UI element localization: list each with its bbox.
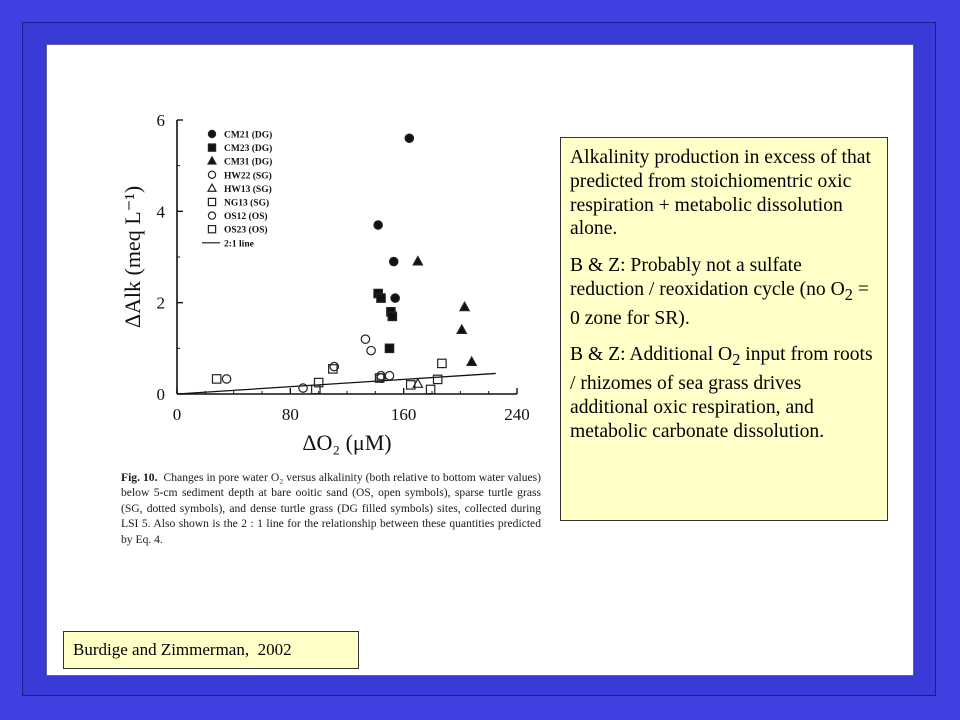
note-box [560,137,888,521]
data-point [390,257,398,265]
x-tick-label: 160 [390,405,417,424]
data-point [388,312,396,320]
note-p2-text-b: = 0 zone for SR). [570,278,869,329]
x-tick-label: 80 [281,405,299,424]
data-point [212,375,220,383]
x-tick-label: 0 [172,405,182,424]
data-point [367,346,375,354]
note-paragraph-2 [570,254,879,330]
x-tick-label: 240 [504,405,530,424]
legend-marker [208,226,215,233]
note-p3-text-a: B & Z: Additional O [570,344,733,366]
note-p3-text-b: input from roots / rhizomes of sea grass drives additional oxic respiration, and metabolic carbonate dissolution. [570,344,873,442]
note-paragraph-1: Alkalinity production in excess of that predicted from stoichiomentric oxic respiration + metabolic dissolution alone. [570,147,871,240]
data-point [457,325,466,333]
data-point [426,385,434,393]
caption-label: Fig. 10. [121,471,158,484]
y-tick-label: 4 [156,202,165,222]
data-point [413,257,422,265]
legend-label: NG13 (SG) [224,198,270,209]
legend-label: CM31 (DG) [224,157,273,168]
scatter-chart [112,100,542,480]
legend-marker [208,130,215,137]
data-point [299,384,307,392]
caption-text: Changes in pore water O₂ versus alkalinity (both relative to bottom water values) below 5-cm sediment depth at bare ooitic sand (OS, open symbols), sparse turtle grass (SG, dotted symbols), and dense turtle grass (DG filled symbols) sites, collected during LSI 5. Also shown is the 2 : 1 line for the relationship between these quantities predicted by Eq. 4. [121,471,542,546]
data-point [377,294,385,302]
legend-marker [208,171,215,178]
y-tick-label: 2 [156,293,165,313]
data-point [460,302,469,310]
y-tick-label: 6 [156,111,165,130]
data-point [385,372,393,380]
data-point [222,375,230,383]
note-p3-subscript: 2 [732,350,741,370]
legend-marker [208,157,216,164]
legend-marker [208,212,215,219]
legend-marker [208,144,215,151]
figure-caption [121,470,541,547]
citation-box: Burdige and Zimmerman, 2002 [63,631,359,669]
legend-label: OS12 (OS) [224,212,268,223]
y-axis-label: ΔAlk (meq L⁻¹) [120,185,145,329]
ratio-line [177,373,496,394]
data-point [391,294,399,302]
x-axis-label: ΔO₂ (μM) [302,430,392,455]
note-p2-subscript: 2 [844,284,853,304]
note-paragraph-3 [570,343,879,443]
data-point [385,344,393,352]
legend-marker [208,198,215,205]
data-point [438,359,446,367]
data-point [374,221,382,229]
legend-label: CM23 (DG) [224,144,273,155]
legend-label: HW22 (SG) [224,171,272,182]
y-tick-label: 0 [156,385,165,404]
legend-label: HW13 (SG) [224,184,272,195]
note-p2-text-a: B & Z: Probably not a sulfate reduction / reoxidation cycle (no O [570,255,845,300]
legend-label: 2:1 line [224,239,254,250]
data-point [467,357,476,365]
legend-marker [208,184,216,191]
legend-label: CM21 (DG) [224,130,273,141]
legend-label: OS23 (OS) [224,225,268,236]
data-point [361,335,369,343]
data-point [405,134,413,142]
